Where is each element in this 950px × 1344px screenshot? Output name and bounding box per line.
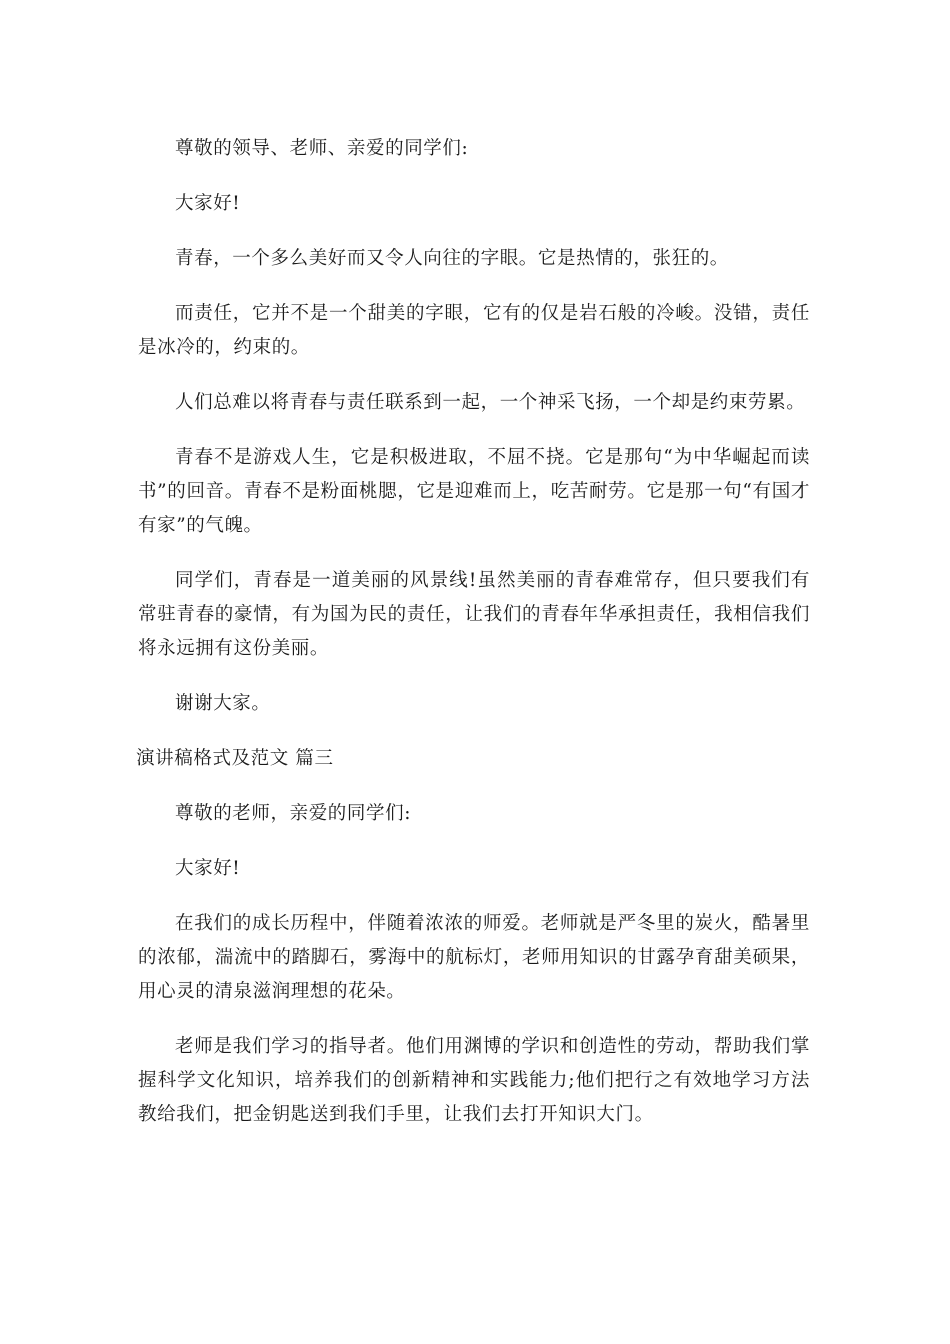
section-heading: 演讲稿格式及范文 篇三 [136, 748, 334, 769]
body-paragraph: 人们总难以将青春与责任联系到一起，一个神采飞扬，一个却是约束劳累。 [175, 392, 806, 413]
body-paragraph: 青春不是游戏人生，它是积极进取，不屈不挠。它是那句“为中华崛起而读书”的回音。青春不是粉面桃腮，它是迎难而上，吃苦耐劳。它是那一句“有国才有家”的气魄。 [138, 447, 810, 536]
body-paragraph: 同学们，青春是一道美丽的风景线!虽然美丽的青春难常存，但只要我们有常驻青春的豪情，有为国为民的责任，让我们的青春年华承担责任，我相信我们将永远拥有这份美丽。 [138, 570, 810, 659]
greeting-line: 尊敬的领导、老师、亲爱的同学们: [175, 138, 469, 159]
body-paragraph: 老师是我们学习的指导者。他们用渊博的学识和创造性的劳动，帮助我们掌握科学文化知识，培养我们的创新精神和实践能力;他们把行之有效地学习方法教给我们，把金钥匙送到我们手里，让我们去打开知识大门。 [138, 1036, 810, 1125]
closing-line: 谢谢大家。 [175, 693, 271, 714]
body-paragraph: 而责任，它并不是一个甜美的字眼，它有的仅是岩石般的冷峻。没错，责任是冰冷的，约束的。 [138, 303, 810, 358]
greeting-line: 尊敬的老师，亲爱的同学们: [175, 803, 412, 824]
body-paragraph: 在我们的成长历程中，伴随着浓浓的师爱。老师就是严冬里的炭火，酷暑里的浓郁，湍流中的踏脚石，雾海中的航标灯，老师用知识的甘露孕育甜美硕果，用心灵的清泉滋润理想的花朵。 [138, 913, 810, 1002]
salutation-line: 大家好! [175, 858, 241, 879]
body-paragraph: 青春，一个多么美好而又令人向往的字眼。它是热情的，张狂的。 [175, 248, 729, 269]
document-body [138, 132, 810, 1153]
salutation-line: 大家好! [175, 193, 241, 214]
